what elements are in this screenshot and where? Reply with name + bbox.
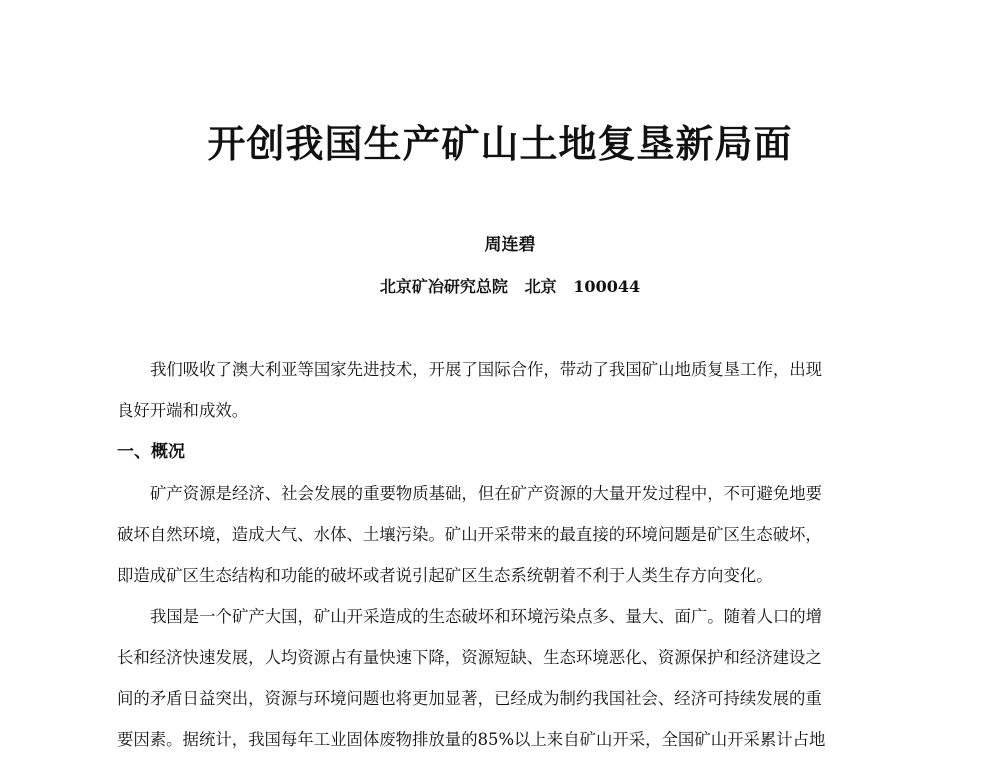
para2-line-1: 我国是一个矿产大国，矿山开采造成的生态破坏和环境污染点多、量大、面广。随着人口的增 xyxy=(150,607,823,626)
author-name: 周连碧 xyxy=(484,235,536,255)
para1-line-2: 破坏自然环境，造成大气、水体、土壤污染。矿山开采带来的最直接的环境问题是矿区生态破坏， xyxy=(117,525,822,544)
para1-line-1: 矿产资源是经济、社会发展的重要物质基础，但在矿产资源的大量开发过程中，不可避免地要 xyxy=(150,484,823,503)
document-title: 开创我国生产矿山土地复垦新局面 xyxy=(207,121,793,166)
para1-line-3: 即造成矿区生态结构和功能的破坏或者说引起矿区生态系统朝着不利于人类生存方向变化。 xyxy=(117,566,773,585)
intro-line-1: 我们吸收了澳大利亚等国家先进技术，开展了国际合作，带动了我国矿山地质复垦工作，出现 xyxy=(150,360,823,379)
intro-line-2: 良好开端和成效。 xyxy=(117,401,249,420)
para2-line-3: 间的矛盾日益突出，资源与环境问题也将更加显著，已经成为制约我国社会、经济可持续发展的重 xyxy=(117,689,822,708)
section-heading: 一、概况 xyxy=(117,442,185,462)
author-affiliation: 北京矿冶研究总院 北京 100044 xyxy=(379,277,641,296)
para2-line-4: 要因素。据统计，我国每年工业固体废物排放量的85%以上来自矿山开采，全国矿山开采累计占地 xyxy=(117,730,826,749)
para2-line-2: 长和经济快速发展，人均资源占有量快速下降，资源短缺、生态环境恶化、资源保护和经济建设之 xyxy=(117,648,822,667)
